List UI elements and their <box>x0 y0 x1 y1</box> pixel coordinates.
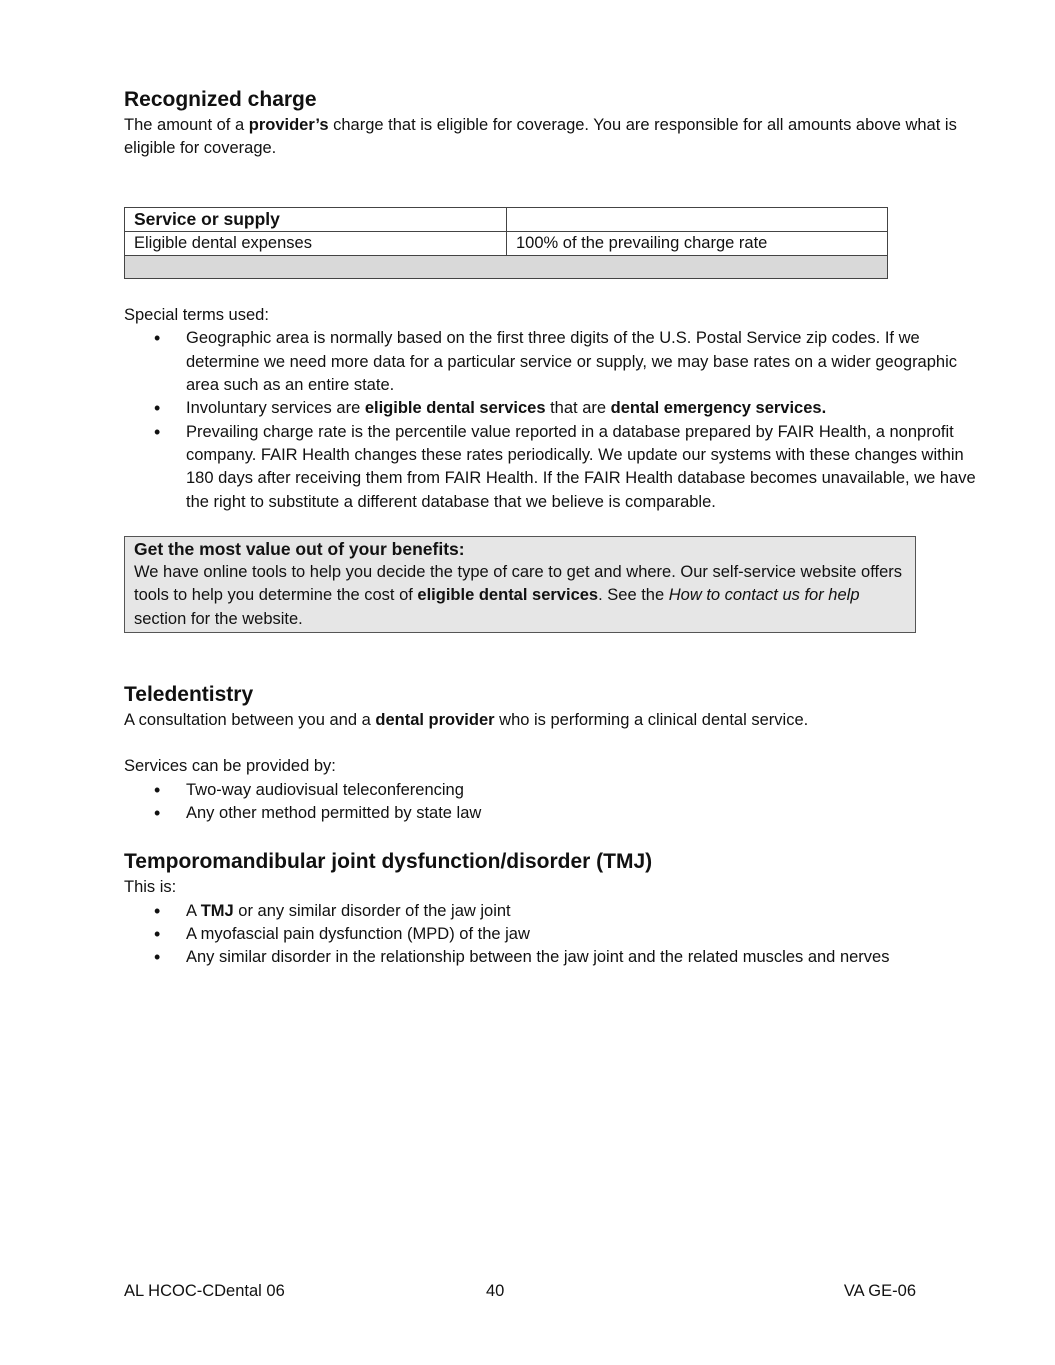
teledentistry-definition: A consultation between you and a dental provider who is performing a clinical dental service. <box>124 711 809 730</box>
tmj-heading: Temporomandibular joint dysfunction/disorder (TMJ) <box>124 850 653 874</box>
list-item: • Involuntary services are eligible dental services that are dental emergency services. <box>124 397 994 420</box>
table-cell-rate: 100% of the prevailing charge rate <box>507 231 888 255</box>
list-item: • Any other method permitted by state law <box>124 802 994 825</box>
recognized-charge-heading: Recognized charge <box>124 88 317 111</box>
table-row <box>125 231 888 255</box>
list-item: • Any similar disorder in the relationship between the jaw joint and the related muscles and nerves <box>124 946 994 969</box>
tip-title: Get the most value out of your benefits: <box>134 538 465 559</box>
table-header-service: Service or supply <box>125 207 507 231</box>
table-shaded-cell <box>125 256 888 279</box>
teledentistry-intro: Services can be provided by: <box>124 757 336 776</box>
special-terms-list <box>124 327 994 513</box>
teledentistry-heading: Teledentistry <box>124 683 254 707</box>
teledentistry-list <box>124 779 994 826</box>
table-cell-service: Eligible dental expenses <box>125 231 507 255</box>
tip-text: We have online tools to help you decide the type of care to get and where. Our self-service website offers tools to help you determine the cost of eligible dental services. See the How to contact us for help section for the website. <box>134 563 902 628</box>
footer-form-code: VA GE-06 <box>843 1282 916 1300</box>
special-terms-intro: Special terms used: <box>124 306 269 325</box>
tmj-list <box>124 900 994 970</box>
list-item: • A TMJ or any similar disorder of the jaw joint <box>124 900 994 923</box>
tmj-intro: This is: <box>124 878 177 897</box>
page-content <box>124 86 994 969</box>
benefits-tip-box <box>124 536 916 633</box>
list-item: • Prevailing charge rate is the percentile value reported in a database prepared by FAIR Health, a nonprofit company. FAIR Health changes these rates periodically. We update our systems with these changes within 180 days after receiving them from FAIR Health. If the FAIR Health database becomes unavailable, we have the right to substitute a different database that we believe is comparable. <box>124 421 994 514</box>
recognized-charge-table <box>124 207 888 280</box>
recognized-charge-definition: The amount of a provider’s charge that is eligible for coverage. You are responsible for all amounts above what is eligible for coverage. <box>124 116 957 158</box>
list-item: • A myofascial pain dysfunction (MPD) of the jaw <box>124 923 994 946</box>
list-item: • Geographic area is normally based on the first three digits of the U.S. Postal Service zip codes. If we determine we need more data for a particular service or supply, we may base rates on a wider geographic area such as an entire state. <box>124 327 994 397</box>
table-header-row <box>125 207 888 231</box>
list-item: • Two-way audiovisual teleconferencing <box>124 779 994 802</box>
footer-document-code: AL HCOC-CDental 06 <box>124 1282 285 1300</box>
footer-page-number: 40 <box>486 1282 505 1300</box>
table-shaded-row <box>125 256 888 279</box>
table-header-empty <box>507 207 888 231</box>
